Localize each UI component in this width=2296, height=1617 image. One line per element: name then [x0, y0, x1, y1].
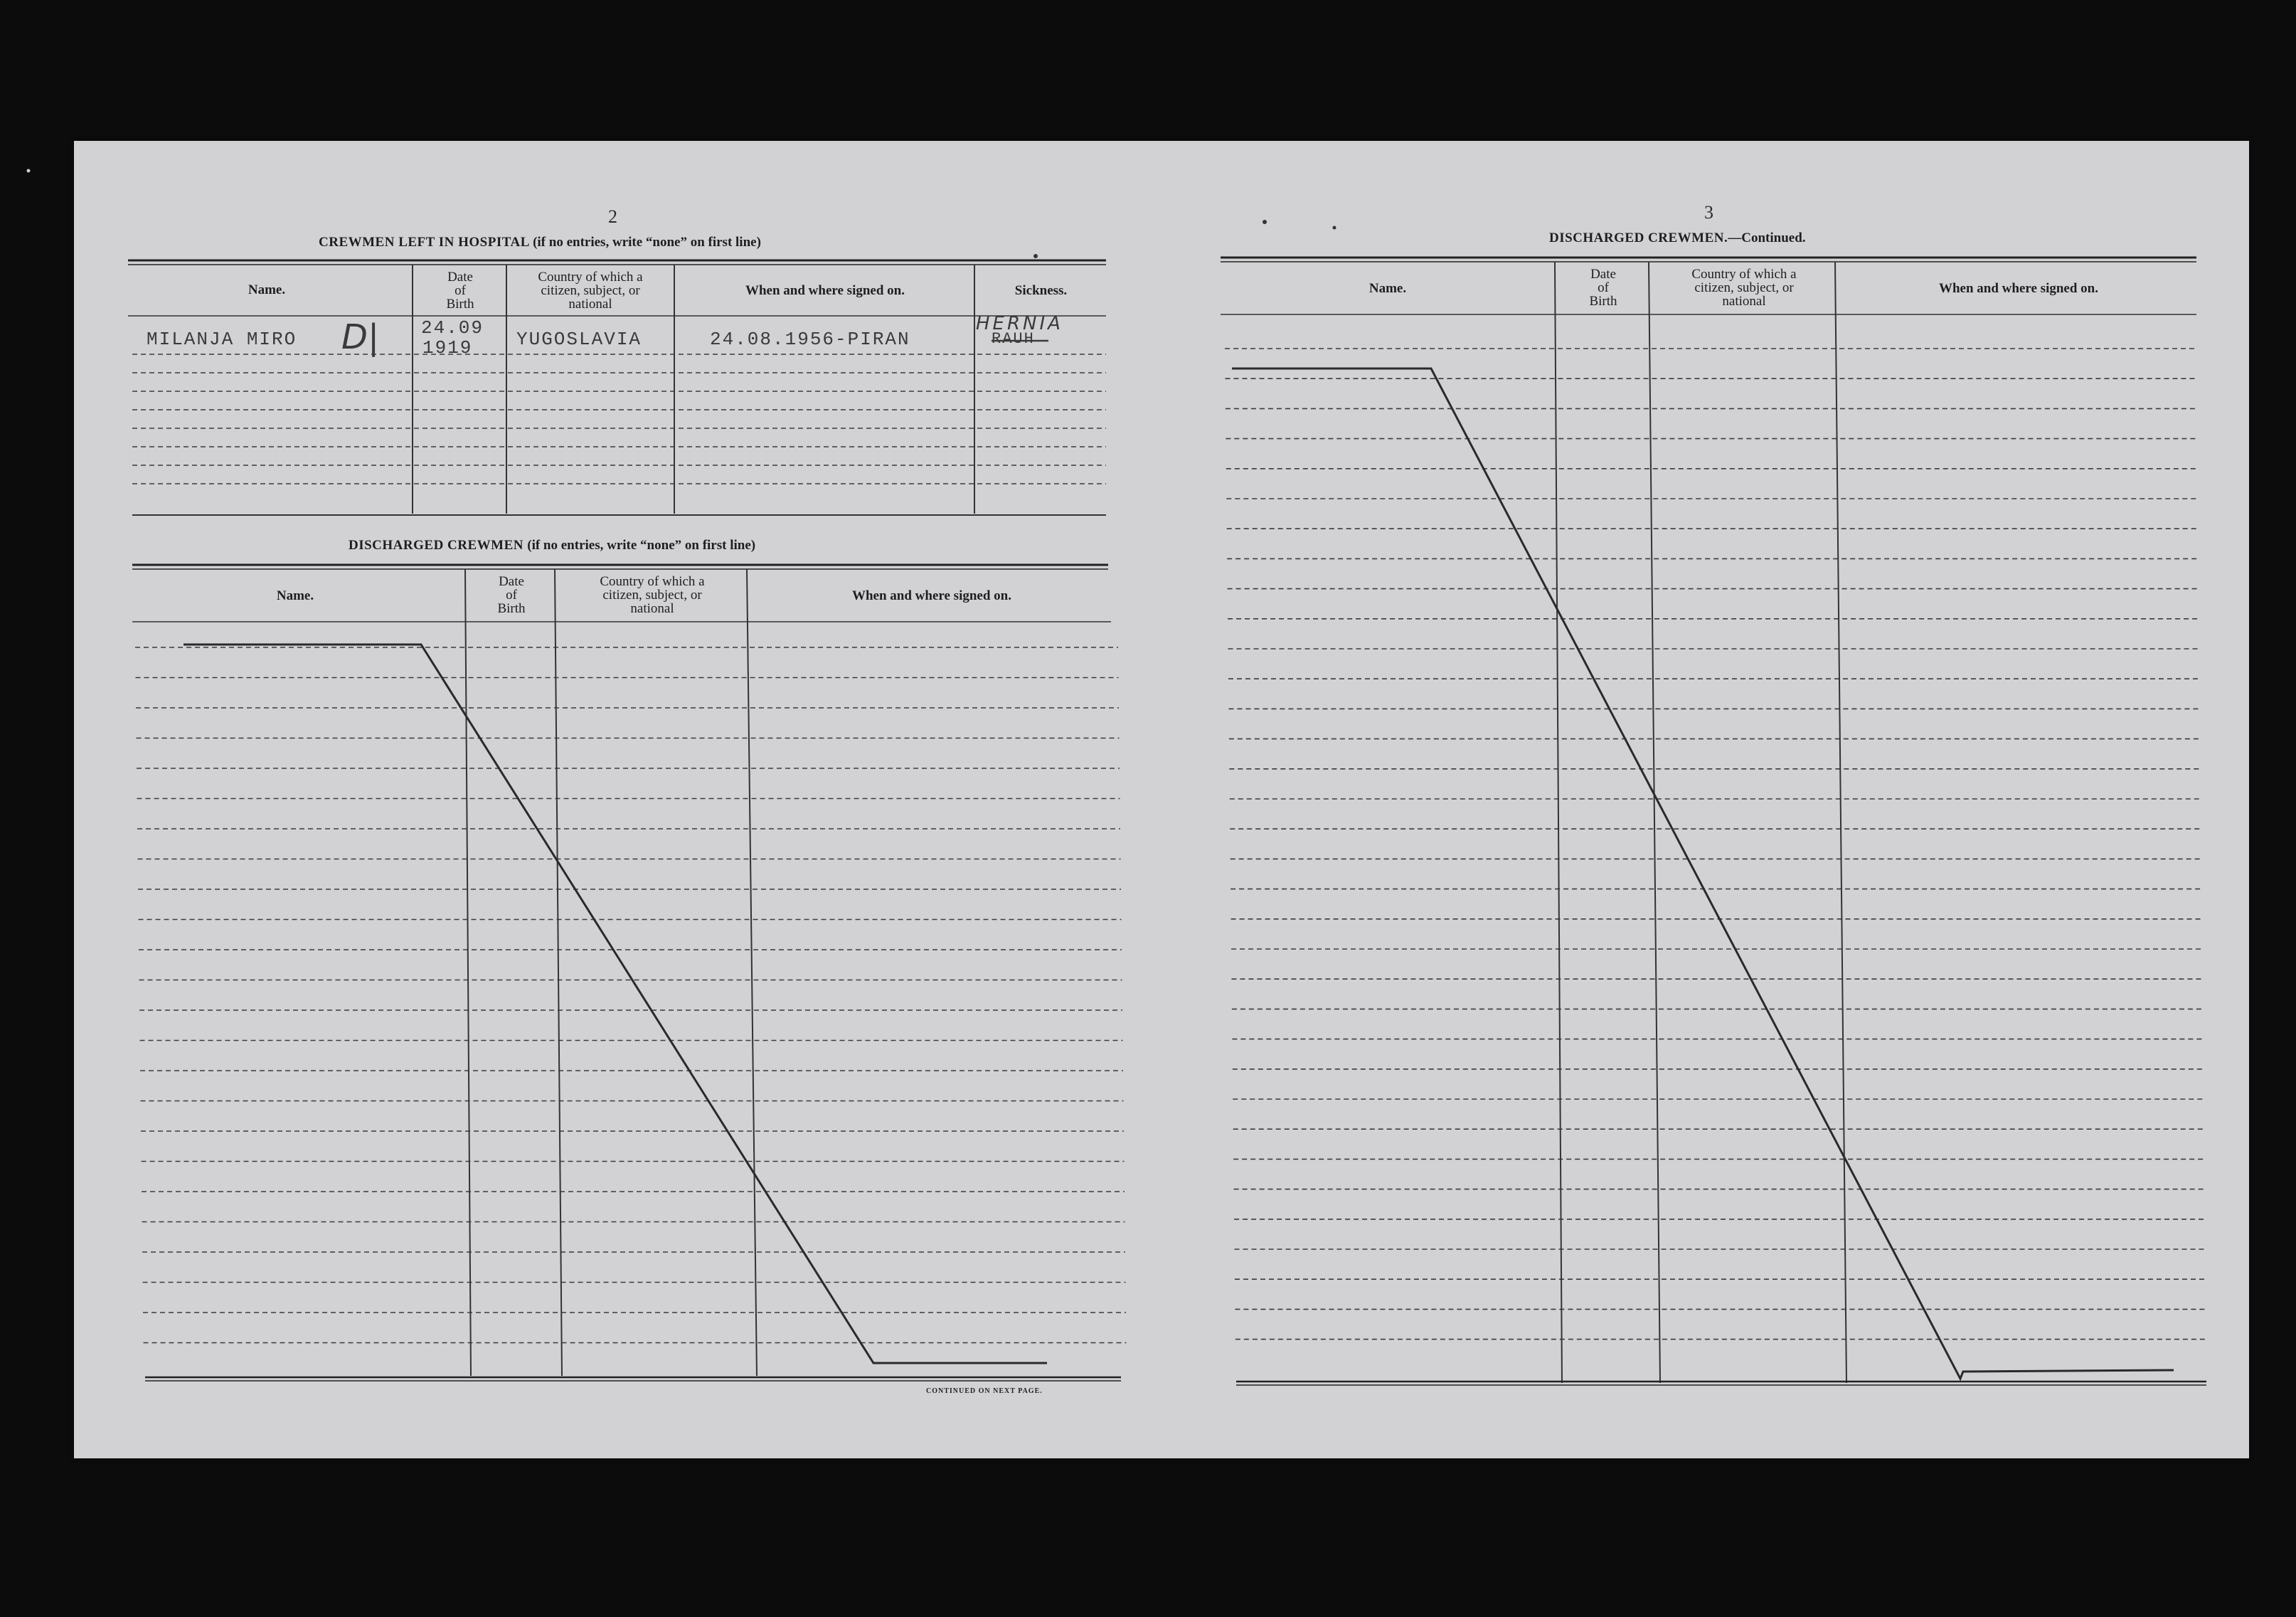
- hospital-col-dob: Date of Birth: [446, 270, 474, 312]
- scan-speck: [27, 169, 31, 173]
- continued-col-name: Name.: [1368, 281, 1407, 296]
- scan-speck: [1333, 226, 1336, 230]
- page-number-left: 2: [608, 206, 617, 227]
- hospital-col-country: Country of which a citizen, subject, or national: [538, 270, 643, 312]
- discharged-col-dob: Date of Birth: [497, 574, 526, 616]
- crewman-country: YUGOSLAVIA: [516, 329, 642, 350]
- discharged-col-divider: [747, 569, 757, 1376]
- discharged-dashed-rows: [135, 647, 1127, 1343]
- crewman-name: MILANJA MIRO: [147, 329, 297, 350]
- continued-col-dob: Date of Birth: [1589, 267, 1617, 309]
- scan-speck: [1033, 254, 1038, 258]
- hospital-title-note: (if no entries, write “none” on first line): [533, 235, 761, 250]
- discharged-section-title: [349, 538, 755, 553]
- hospital-title-text: CREWMEN LEFT IN HOSPITAL: [319, 235, 529, 250]
- continued-col-signed-on: When and where signed on.: [1938, 281, 2098, 296]
- continued-col-divider: [1835, 262, 1846, 1383]
- sickness-struck: RAUH: [992, 330, 1035, 348]
- continued-dashed-rows: [1225, 349, 2209, 1340]
- hospital-col-signed-on: When and where signed on.: [745, 283, 905, 298]
- scan-speck: [1263, 220, 1267, 224]
- continued-section-title: [1549, 230, 1806, 246]
- continued-col-divider: [1555, 262, 1562, 1383]
- continued-col-divider: [1649, 262, 1660, 1383]
- sickness-handwritten: HERNIA: [976, 313, 1063, 334]
- hospital-dashed-rows: [132, 354, 1106, 484]
- crewman-dob-year: 1919: [422, 337, 473, 359]
- crewman-signed-on: 24.08.1956-PIRAN: [710, 329, 910, 350]
- discharged-col-country: Country of which a citizen, subject, or national: [600, 574, 705, 616]
- page-number-right: 3: [1704, 202, 1713, 223]
- crewman-dob-day: 24.09: [421, 317, 484, 339]
- discharged-col-signed-on: When and where signed on.: [851, 588, 1011, 603]
- continued-title-text: DISCHARGED CREWMEN.: [1549, 230, 1728, 245]
- discharged-col-divider: [465, 569, 471, 1376]
- handwritten-mark: D|: [341, 317, 380, 357]
- discharged-col-divider: [555, 569, 562, 1376]
- discharged-title-note: (if no entries, write “none” on first line): [527, 538, 756, 553]
- continued-footer: CONTINUED ON NEXT PAGE.: [926, 1387, 1043, 1395]
- hospital-col-name: Name.: [248, 282, 286, 297]
- continued-title-suffix: —Continued.: [1728, 230, 1806, 245]
- discharged-col-name: Name.: [276, 588, 314, 603]
- continued-col-country: Country of which a citizen, subject, or national: [1691, 267, 1797, 309]
- hospital-section-title: [319, 235, 761, 250]
- hospital-col-sickness: Sickness.: [1014, 283, 1068, 298]
- right-strike-line: [1232, 369, 2174, 1379]
- discharged-title-text: DISCHARGED CREWMEN: [349, 538, 523, 553]
- left-strike-line: [184, 645, 1047, 1363]
